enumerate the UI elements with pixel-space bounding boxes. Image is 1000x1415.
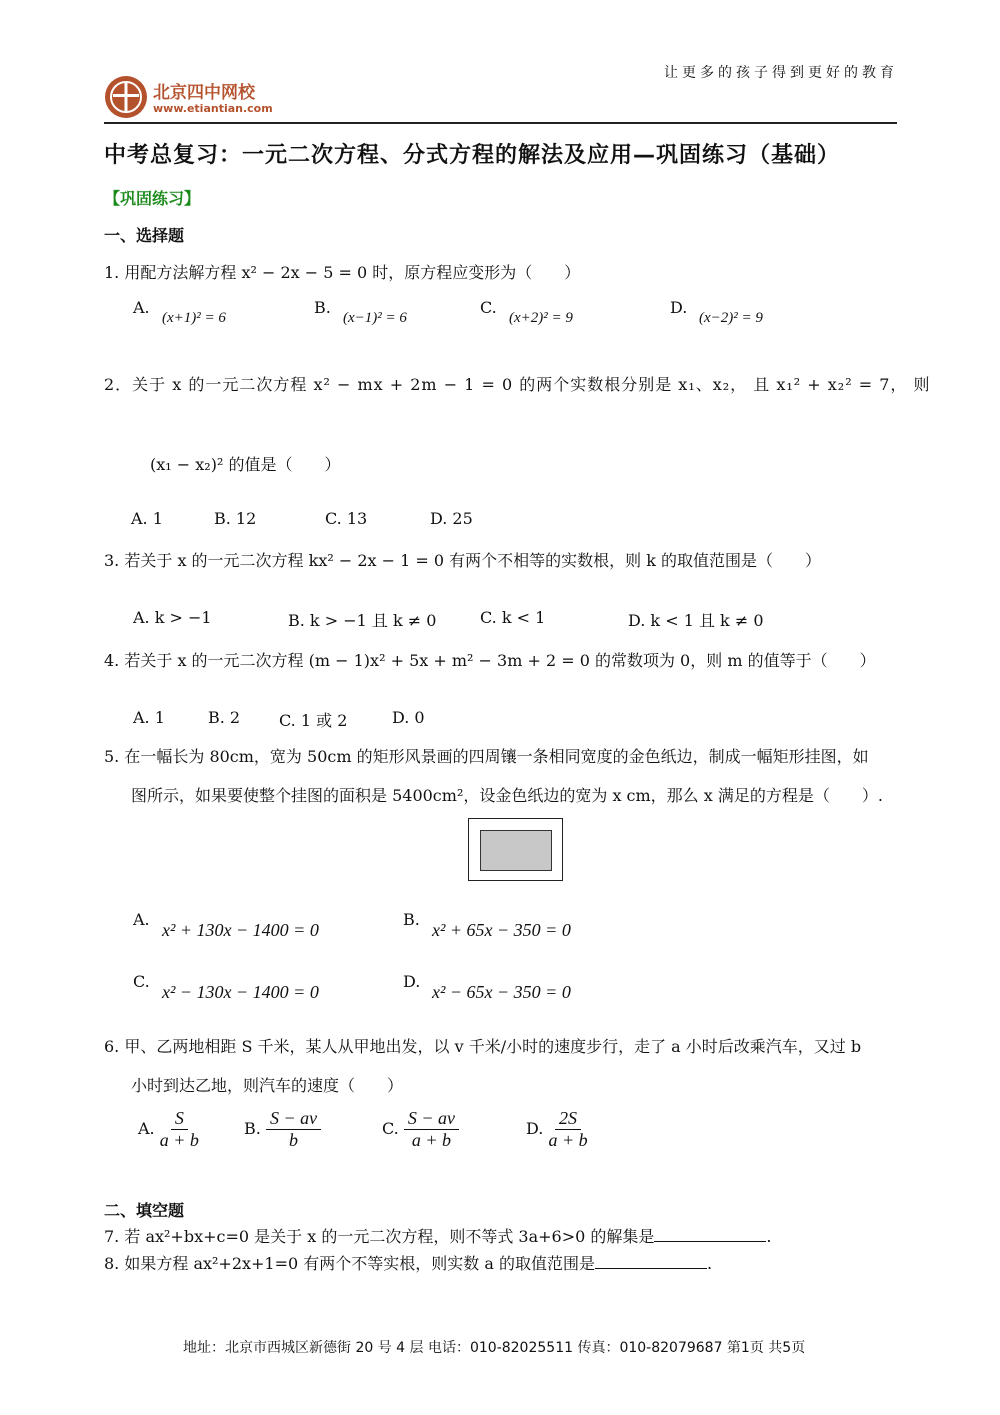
- q1-option-a-label: A.: [133, 298, 150, 317]
- question-1: 1. 用配方法解方程 x² − 2x − 5 = 0 时，原方程应变形为（ ）: [104, 263, 581, 282]
- q3-option-c: C. k < 1: [480, 608, 546, 627]
- q6-option-a: [138, 1108, 199, 1151]
- question-6: 6. 甲、乙两地相距 S 千米，某人从甲地出发，以 v 千米/小时的速度步行，走了 a 小时后改乘汽车，又过 b: [104, 1037, 862, 1056]
- q1-option-a: (x+1)² = 6: [162, 310, 226, 326]
- q5-option-c: x² − 130x − 1400 = 0: [162, 982, 319, 1002]
- option-label: D.: [526, 1119, 544, 1138]
- q2-option-b: B. 12: [214, 509, 257, 528]
- denominator: a + b: [411, 1130, 451, 1150]
- fraction: [404, 1108, 459, 1151]
- q6-option-b: [244, 1108, 321, 1151]
- q1-option-d-label: D.: [670, 298, 688, 317]
- q5-option-d: x² − 65x − 350 = 0: [432, 982, 571, 1002]
- fraction: [266, 1108, 321, 1151]
- q5-option-b-label: B.: [403, 910, 420, 929]
- slogan: 让更多的孩子得到更好的教育: [664, 65, 898, 81]
- q5-option-a-label: A.: [133, 910, 150, 929]
- question-8-text: 8. 如果方程 ax²+2x+1=0 有两个不等实根，则实数 a 的取值范围是: [104, 1254, 595, 1273]
- logo-name: 北京四中网校: [153, 83, 255, 103]
- section-heading-fill: 二、填空题: [104, 1201, 185, 1220]
- option-label: C.: [382, 1119, 399, 1138]
- numerator: S − av: [266, 1108, 321, 1130]
- question-2: 2．关于 x 的一元二次方程 x² − mx + 2m − 1 = 0 的两个实数根分别是 x₁、x₂， 且 x₁² + x₂² = 7， 则: [104, 375, 931, 394]
- q1-option-c-label: C.: [480, 298, 497, 317]
- q5-option-b: x² + 65x − 350 = 0: [432, 920, 571, 940]
- fraction: [160, 1108, 199, 1151]
- question-2-cont: (x₁ − x₂)² 的值是（ ）: [150, 455, 341, 474]
- fraction: [548, 1108, 587, 1151]
- question-7-text: 7. 若 ax²+bx+c=0 是关于 x 的一元二次方程，则不等式 3a+6>0 的解集是: [104, 1227, 655, 1246]
- period: .: [707, 1254, 713, 1273]
- q5-option-a: x² + 130x − 1400 = 0: [162, 920, 319, 940]
- q3-option-a: A. k > −1: [133, 608, 212, 627]
- q6-option-c: [382, 1108, 459, 1151]
- q4-option-b: B. 2: [208, 708, 241, 727]
- numerator: S − av: [404, 1108, 459, 1130]
- option-label: B.: [244, 1119, 261, 1138]
- logo-url: www.etiantian.com: [153, 102, 273, 115]
- q3-option-d: D. k < 1 且 k ≠ 0: [628, 611, 764, 630]
- numerator: S: [171, 1108, 188, 1130]
- period: .: [766, 1227, 772, 1246]
- section-tag: 【巩固练习】: [104, 189, 201, 208]
- option-label: A.: [138, 1119, 155, 1138]
- denominator: a + b: [159, 1130, 199, 1150]
- q1-option-c: (x+2)² = 9: [509, 310, 573, 326]
- header-divider: [104, 122, 897, 124]
- framed-picture-figure: [468, 818, 563, 881]
- page-title: 中考总复习：一元二次方程、分式方程的解法及应用—巩固练习（基础）: [104, 143, 841, 168]
- question-5-cont: 图所示，如果要使整个挂图的面积是 5400cm²，设金色纸边的宽为 x cm，那么 x 满足的方程是（ ）.: [131, 786, 883, 805]
- logo: [103, 74, 273, 126]
- q4-option-a: A. 1: [133, 708, 165, 727]
- q1-option-d: (x−2)² = 9: [699, 310, 763, 326]
- numerator: 2S: [555, 1108, 581, 1130]
- q4-option-c: C. 1 或 2: [279, 711, 348, 730]
- question-8: [104, 1251, 712, 1274]
- q2-option-a: A. 1: [131, 509, 163, 528]
- question-5: 5. 在一幅长为 80cm，宽为 50cm 的矩形风景画的四周镶一条相同宽度的金色纸边，制成一幅矩形挂图，如: [104, 747, 869, 766]
- denominator: b: [289, 1130, 298, 1150]
- question-7: [104, 1224, 771, 1247]
- q2-option-d: D. 25: [430, 509, 473, 528]
- footer: 地址：北京市西城区新德街 20 号 4 层 电话：010-82025511 传真：010-82079687 第1页 共5页: [183, 1340, 806, 1356]
- q2-option-c: C. 13: [325, 509, 368, 528]
- section-heading-choice: 一、选择题: [104, 226, 185, 245]
- q5-option-d-label: D.: [403, 972, 421, 991]
- q1-option-b-label: B.: [314, 298, 331, 317]
- answer-blank[interactable]: [595, 1268, 707, 1269]
- q3-option-b: B. k > −1 且 k ≠ 0: [288, 611, 437, 630]
- question-6-cont: 小时到达乙地，则汽车的速度（ ）: [131, 1076, 404, 1095]
- question-4: 4. 若关于 x 的一元二次方程 (m − 1)x² + 5x + m² − 3m + 2 = 0 的常数项为 0，则 m 的值等于（ ）: [104, 651, 876, 670]
- q5-option-c-label: C.: [133, 972, 150, 991]
- q4-option-d: D. 0: [392, 708, 425, 727]
- q6-option-d: [526, 1108, 588, 1151]
- denominator: a + b: [548, 1130, 588, 1150]
- answer-blank[interactable]: [654, 1241, 766, 1242]
- question-3: 3. 若关于 x 的一元二次方程 kx² − 2x − 1 = 0 有两个不相等的实数根，则 k 的取值范围是（ ）: [104, 551, 822, 570]
- q1-option-b: (x−1)² = 6: [343, 310, 407, 326]
